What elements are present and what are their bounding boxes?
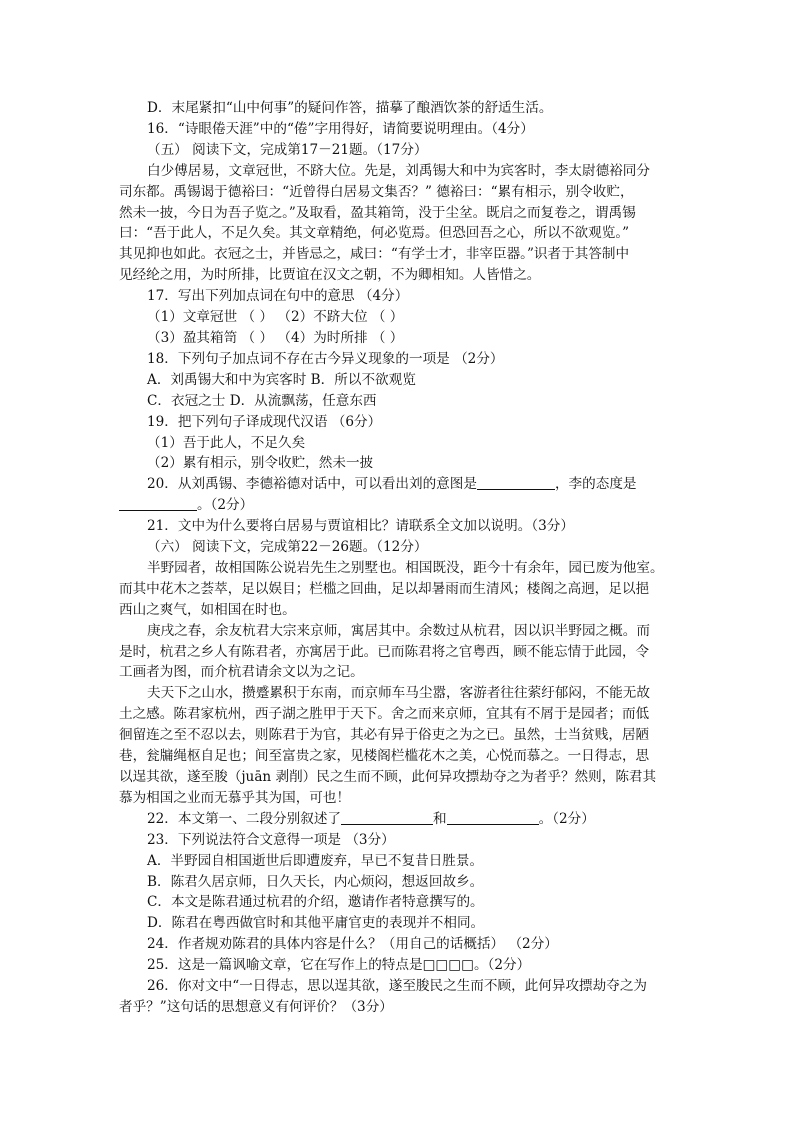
line-text: 西山之爽气，如相国在时也。 [119, 601, 296, 618]
line-text: D．陈君在粤西做官时和其他平庸官吏的表现并不相同。 [147, 915, 485, 932]
line-text: （2）累有相示，别令收贮，然未一披 [147, 455, 374, 472]
answer-blank[interactable] [477, 475, 555, 490]
text-line [119, 182, 675, 203]
text-line [119, 621, 675, 642]
text-line [119, 892, 675, 913]
text-line [119, 662, 675, 683]
text-line [119, 934, 675, 955]
text-line [119, 140, 675, 161]
text-line [119, 725, 675, 746]
line-text: 16．“诗眼倦天涯”中的“倦”字用得好，请简要说明理由。（4分） [147, 120, 534, 137]
text-line [119, 98, 675, 119]
line-text: 和 [433, 810, 447, 827]
text-line [119, 495, 675, 516]
line-text: 21．文中为什么要将白居易与贾谊相比？请联系全文加以说明。（3分） [147, 518, 574, 535]
line-text: A．刘禹锡大和中为宾客时 B．所以不欲观览 [147, 371, 416, 388]
text-line [119, 244, 675, 265]
text-line [119, 683, 675, 704]
line-text: 24．作者规劝陈君的具体内容是什么？（用自己的话概括） （2分） [147, 936, 558, 953]
line-text: 19．把下列句子译成现代汉语 （6分） [147, 413, 382, 430]
text-line [119, 474, 675, 495]
line-text: D．末尾紧扣“山中何事”的疑问作答，描摹了酿酒饮茶的舒适生活。 [147, 100, 553, 116]
line-text: ，李的态度是 [554, 476, 637, 493]
line-text: C．本文是陈君通过杭君的介绍，邀请作者特意撰写的。 [147, 894, 484, 911]
text-line [119, 704, 675, 725]
text-line [119, 746, 675, 767]
line-text: C．衣冠之士 D．从流飘荡，任意东西 [147, 392, 377, 409]
text-line [119, 851, 675, 872]
text-line [119, 579, 675, 600]
line-text: 20．从刘禹锡、李德裕德对话中，可以看出刘的意图是 [147, 476, 477, 493]
line-text: 26．你对文中“一日得志，思以逞其欲，遂至朘民之生而不顾，此何异攻摽劫夺之为 [147, 978, 648, 995]
line-text: 然未一披，今日为吾子览之。”及取看，盈其箱笥，没于尘坌。既启之而复卷之，谓禹锡 [119, 204, 636, 221]
text-line [119, 600, 675, 621]
line-text: 25．这是一篇讽喻文章，它在写作上的特点是□□□□。（2分） [147, 957, 531, 974]
line-text: 夫天下之山水，攒蹙累积于东南，而京师车马尘嚣，客游者往往萦纡郁闷，不能无故 [147, 685, 650, 702]
text-line [119, 809, 675, 830]
line-text: 巷，瓮牖绳枢自足也；间至富贵之家，见楼阁栏槛花木之美，心悦而慕之。一日得志，思 [119, 748, 650, 765]
text-line [119, 161, 675, 182]
text-line [119, 349, 675, 370]
line-text: 司东都。禹锡谒于德裕曰：“近曾得白居易文集否？” 德裕曰：“累有相示，别令收贮， [119, 183, 634, 200]
text-line [119, 642, 675, 663]
line-text: A．半野园自相国逝世后即遭废弃，早已不复昔日胜景。 [147, 852, 484, 869]
text-line [119, 223, 675, 244]
line-text: 慕为相国之业而无慕乎其为国，可也！ [119, 789, 351, 806]
line-text: （1）文章冠世 （ ） （2）不跻大位 （ ） [147, 309, 404, 326]
text-line [119, 516, 675, 537]
text-line [119, 203, 675, 224]
line-text: 是时，杭君之乡人有陈君者，亦寓居于此。已而陈君将之官粤西，顾不能忘情于此园，令 [119, 643, 650, 660]
line-text: （1）吾于此人，不足久矣 [147, 434, 306, 451]
text-line [119, 830, 675, 851]
text-line [119, 286, 675, 307]
line-text: 徊留连之至不忍以去，则陈君于为官，其必有异于俗吏之为之已。虽然，士当贫贱，居陋 [119, 727, 650, 744]
answer-blank[interactable] [341, 810, 433, 825]
text-line [119, 119, 675, 140]
line-text: （五） 阅读下文，完成第17－21题。（17分） [147, 141, 428, 158]
text-line [119, 976, 675, 997]
answer-blank[interactable] [447, 810, 539, 825]
text-line [119, 537, 675, 558]
line-text: 。（2分） [197, 497, 254, 514]
line-text: 者乎？”这句话的思想意义有何评价？（3分） [119, 998, 393, 1015]
line-text: 白少傅居易，文章冠世，不跻大位。先是，刘禹锡大和中为宾客时，李太尉德裕同分 [147, 162, 650, 179]
text-line [119, 265, 675, 286]
text-line [119, 558, 675, 579]
line-text: 18．下列句子加点词不存在古今异义现象的一项是 （2分） [147, 350, 504, 367]
line-text: 以逞其欲，遂至朘（juān 剥削）民之生而不顾，此何异攻摽劫夺之为者乎？然则，陈君其 [119, 769, 657, 785]
line-text: 工画者为图，而介杭君请余文以为之记。 [119, 664, 364, 681]
text-line [119, 370, 675, 391]
text-line [119, 872, 675, 893]
text-line [119, 328, 675, 349]
text-line [119, 767, 675, 788]
line-text: 。（2分） [538, 810, 595, 827]
text-line [119, 453, 675, 474]
line-text: 23．下列说法符合文意得一项是 （3分） [147, 831, 395, 848]
line-text: 其见抑也如此。衣冠之士，并皆忌之，咸曰：“有学士才，非宰臣器。”识者于其答制中 [119, 246, 630, 263]
line-text: 22．本文第一、二段分别叙述了 [147, 810, 342, 827]
text-line [119, 412, 675, 433]
line-text: 庚戌之春，余友杭君大宗来京师，寓居其中。余数过从杭君，因以识半野园之概。而 [147, 622, 650, 639]
text-line [119, 788, 675, 809]
line-text: B．陈君久居京师，日久天长，内心烦闷，想返回故乡。 [147, 873, 484, 890]
text-line [119, 955, 675, 976]
line-text: 土之感。陈君家杭州，西子湖之胜甲于天下。舍之而来京师，宜其有不屑于是园者；而低 [119, 706, 650, 723]
exam-text [119, 98, 675, 1018]
line-text: 见经纶之用，为时所排，比贾谊在汉文之朝，不为卿相知。人皆惜之。 [119, 267, 541, 284]
line-text: 17．写出下列加点词在句中的意思 （4分） [147, 288, 409, 305]
text-line [119, 391, 675, 412]
answer-blank[interactable] [119, 496, 197, 511]
line-text: 而其中花木之荟萃，足以娱目；栏槛之回曲，足以却暑雨而生清风；楼阁之高迥，足以挹 [119, 580, 650, 597]
line-text: （六） 阅读下文，完成第22－26题。（12分） [147, 539, 428, 556]
line-text: 半野园者，故相国陈公说岩先生之别墅也。相国既没，距今十有余年，园已废为他室。 [147, 559, 664, 576]
line-text: 曰：“吾于此人，不足久矣。其文章精绝，何必览焉。但恐回吾之心，所以不欲观览。” [119, 225, 630, 242]
text-line [119, 307, 675, 328]
text-line [119, 997, 675, 1018]
line-text: （3）盈其箱笥 （ ） （4）为时所排 （ ） [147, 329, 404, 346]
text-line [119, 913, 675, 934]
text-line [119, 433, 675, 454]
